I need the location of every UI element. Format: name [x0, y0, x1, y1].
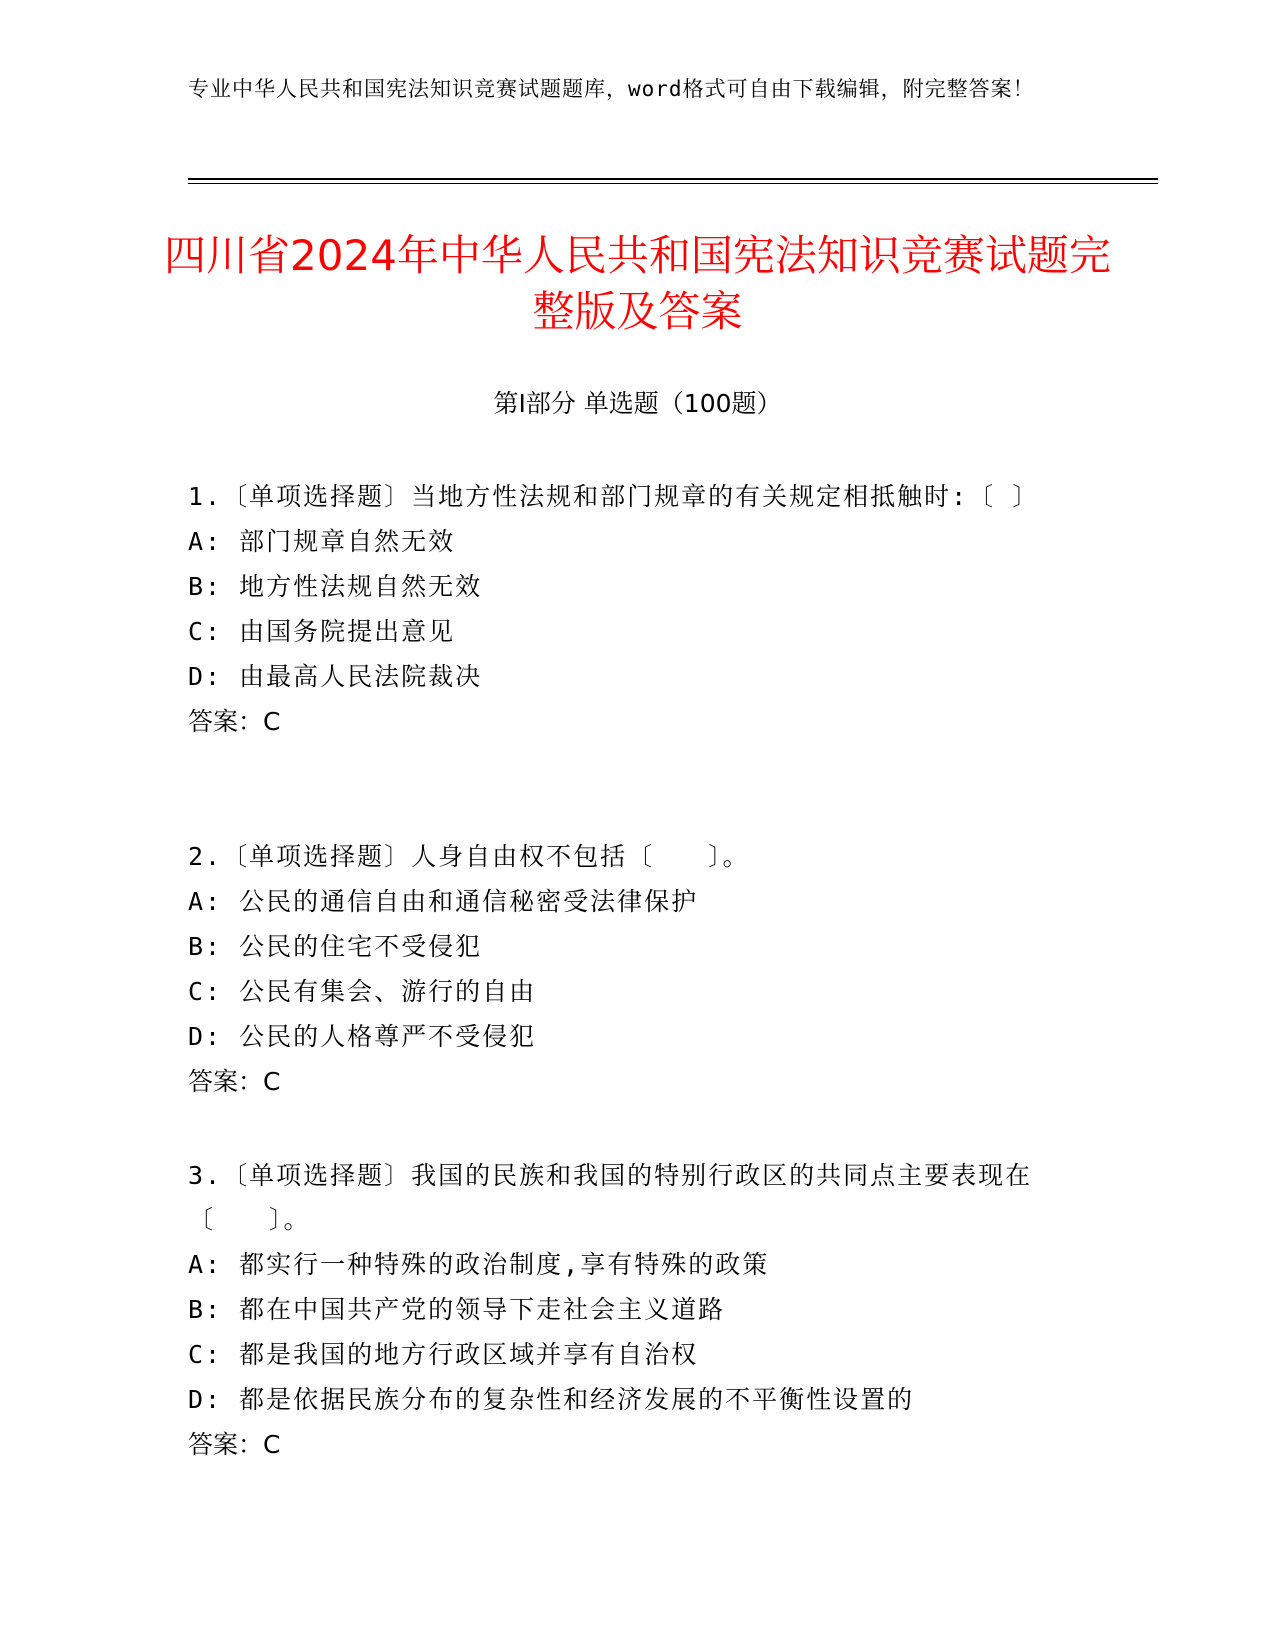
option-a: A: 公民的通信自由和通信秘密受法律保护: [188, 887, 699, 916]
option-d: D: 由最高人民法院裁决: [188, 662, 483, 691]
question-stem: 2.〔单项选择题〕人身自由权不包括〔 〕。: [188, 842, 750, 871]
option-b: B: 都在中国共产党的领导下走社会主义道路: [188, 1295, 726, 1324]
option-d: D: 都是依据民族分布的复杂性和经济发展的不平衡性设置的: [188, 1385, 915, 1414]
section-title: 第I部分 单选题（100题）: [493, 389, 782, 418]
answer: 答案：C: [188, 707, 281, 736]
option-a: A: 部门规章自然无效: [188, 527, 456, 556]
option-b: B: 地方性法规自然无效: [188, 572, 483, 601]
option-d: D: 公民的人格尊严不受侵犯: [188, 1022, 537, 1051]
header-rule-thick: [188, 178, 1158, 180]
option-b: B: 公民的住宅不受侵犯: [188, 932, 483, 961]
header-rule-thin: [188, 183, 1158, 184]
option-c: C: 都是我国的地方行政区域并享有自治权: [188, 1340, 699, 1369]
question-stem: 1.〔单项选择题〕当地方性法规和部门规章的有关规定相抵触时:〔 〕: [188, 482, 1040, 511]
answer: 答案：C: [188, 1067, 281, 1096]
document-title: 四川省2024年中华人民共和国宪法知识竞赛试题完整版及答案: [164, 231, 1111, 336]
option-a: A: 都实行一种特殊的政治制度,享有特殊的政策: [188, 1250, 770, 1279]
answer: 答案：C: [188, 1430, 281, 1459]
question-2: [188, 835, 1068, 1104]
option-c: C: 公民有集会、游行的自由: [188, 977, 537, 1006]
option-c: C: 由国务院提出意见: [188, 617, 456, 646]
question-stem: 3.〔单项选择题〕我国的民族和我国的特别行政区的共同点主要表现在〔 〕。: [188, 1161, 1033, 1234]
header-note: 专业中华人民共和国宪法知识竞赛试题题库，word格式可自由下载编辑，附完整答案！: [188, 77, 1035, 101]
question-3: [188, 1154, 1068, 1467]
question-1: [188, 475, 1068, 744]
